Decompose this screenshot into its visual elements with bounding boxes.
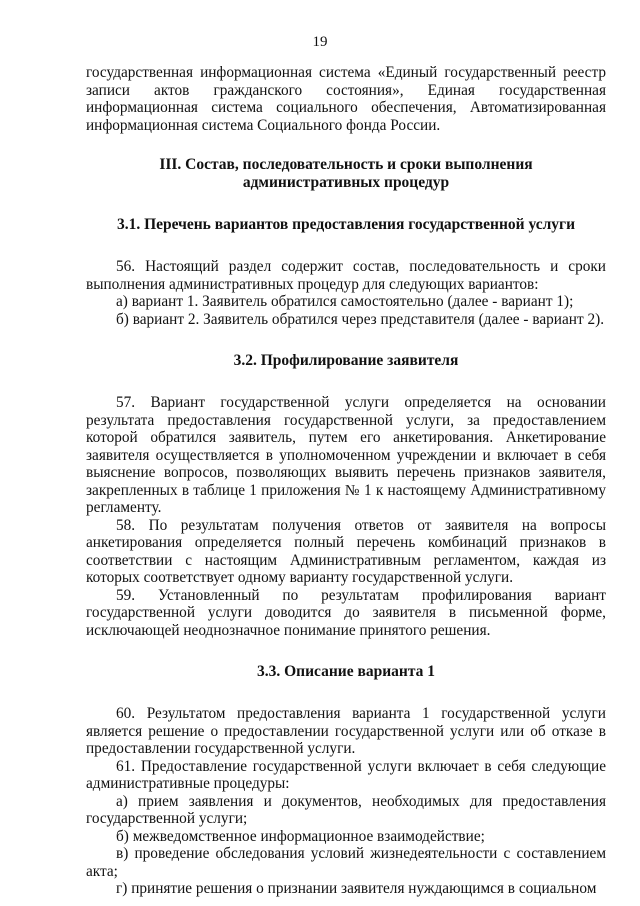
document-body: [86, 64, 606, 898]
paragraph-56: 56. Настоящий раздел содержит состав, последовательность и сроки выполнения административных процедур для следующих вариантов:: [86, 258, 606, 293]
paragraph-60: 60. Результатом предоставления варианта 1 государственной услуги является решение о предоставлении государственной услуги или об отказе в предоставлении государственной услуги.: [86, 705, 606, 757]
page-number: 19: [312, 34, 328, 50]
subsection-heading-3-3: 3.3. Описание варианта 1: [256, 663, 435, 680]
procedure-item-g: г) принятие решения о признании заявителя нуждающимся в социальном: [116, 880, 597, 897]
paragraph-58: 58. По результатам получения ответов от заявителя на вопросы анкетирования определяется полный перечень комбинаций признаков в соответствии с настоящим Административным регламентом, каждая из которых соответствует одному варианту государственной услуги.: [86, 516, 606, 586]
procedure-item-c: в) проведение обследования условий жизнедеятельности с составлением акта;: [86, 845, 606, 880]
intro-paragraph: государственная информационная система «Единый государственный реестр записи актов гражданского состояния», Единая государственная информационная система социального обеспечения, Автоматизированная информационная система Социального фонда России.: [86, 64, 606, 134]
procedure-item-a: а) прием заявления и документов, необходимых для предоставления государственной услуги;: [86, 792, 606, 827]
subsection-heading-3-1: 3.1. Перечень вариантов предоставления государственной услуги: [116, 216, 576, 233]
paragraph-61: 61. Предоставление государственной услуги включает в себя следующие административные процедуры:: [86, 757, 606, 792]
section-heading: III. Состав, последовательность и сроки выполнения административных процедур: [159, 156, 533, 191]
paragraph-57: 57. Вариант государственной услуги определяется на основании результата предоставления государственной услуги, за предоставлением которой обратился заявитель, путем его анкетирования. Анкетирование заявителя осуществляется в уполномоченном учреждении и включает в себя выяснение вопросов, позволяющих выявить перечень признаков заявителя, закрепленных в таблице 1 приложения № 1 к настоящему Административному регламенту.: [86, 394, 606, 516]
paragraph-59: 59. Установленный по результатам профилирования вариант государственной услуги доводится до заявителя в письменной форме, исключающей неоднозначное понимание принятого решения.: [86, 586, 606, 639]
procedure-item-b: б) межведомственное информационное взаимодействие;: [116, 827, 485, 845]
variant-a: а) вариант 1. Заявитель обратился самостоятельно (далее - вариант 1);: [116, 293, 574, 310]
subsection-heading-3-2: 3.2. Профилирование заявителя: [233, 352, 459, 369]
variant-b: б) вариант 2. Заявитель обратился через представителя (далее - вариант 2).: [116, 310, 605, 328]
